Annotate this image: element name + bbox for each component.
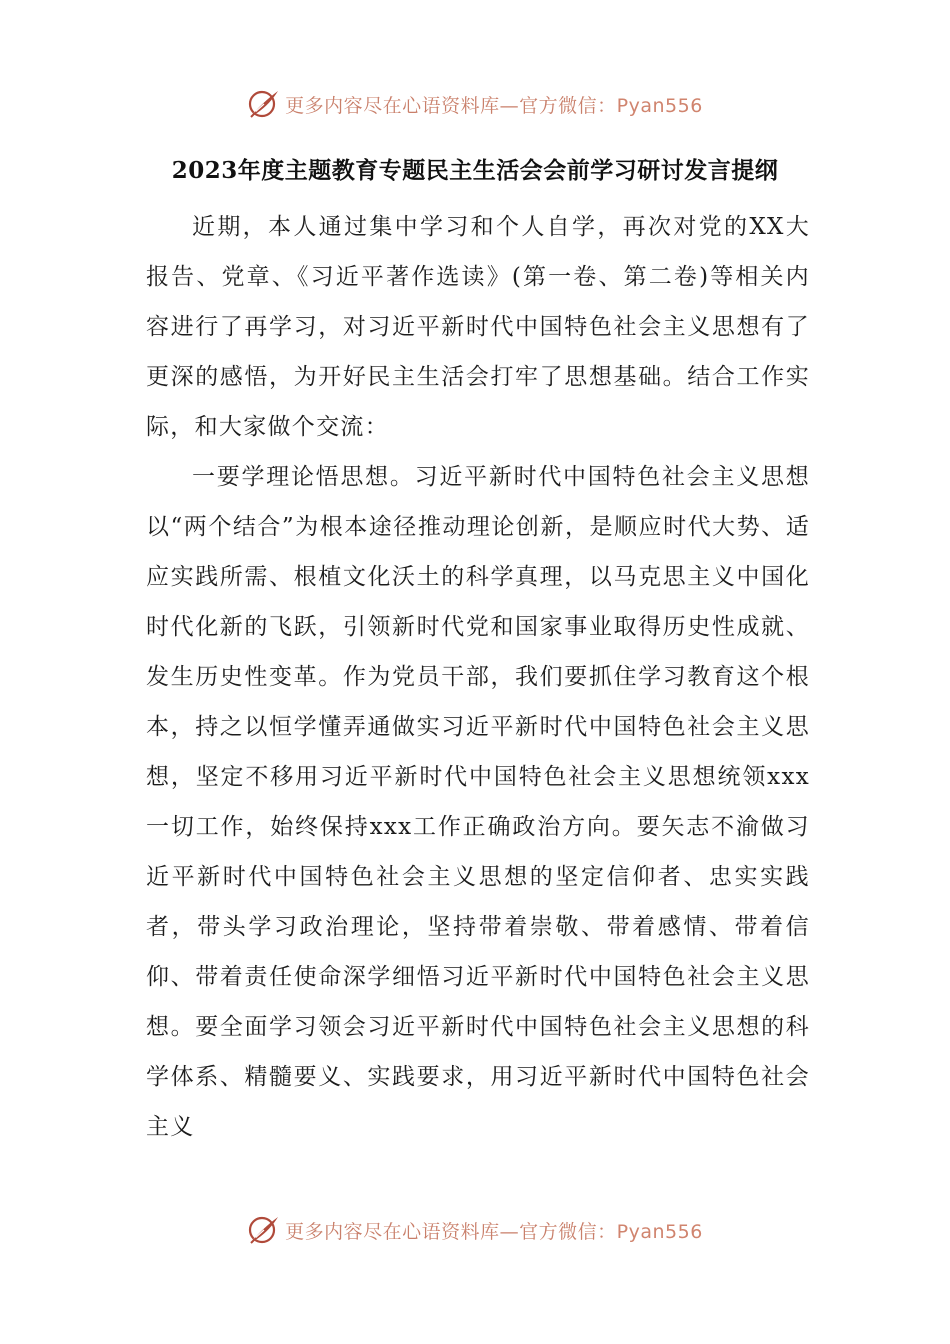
paragraph-intro: 近期，本人通过集中学习和个人自学，再次对党的XX大报告、党章、《习近平著作选读》(第一卷、第二卷)等相关内容进行了再学习，对习近平新时代中国特色社会主义思想有了更深的感悟，为开好民主生活会打牢了思想基础。结合工作实际，和大家做个交流：	[146, 214, 810, 440]
document-body	[146, 202, 810, 1152]
paragraph-section-1: 一要学理论悟思想。习近平新时代中国特色社会主义思想以“两个结合”为根本途径推动理论创新，是顺应时代大势、适应实践所需、根植文化沃土的科学真理，以马克思主义中国化时代化新的飞跃，引领新时代党和国家事业取得历史性成就、发生历史性变革。作为党员干部，我们要抓住学习教育这个根本，持之以恒学懂弄通做实习近平新时代中国特色社会主义思想，坚定不移用习近平新时代中国特色社会主义思想统领xxx一切工作，始终保持xxx工作正确政治方向。要矢志不渝做习近平新时代中国特色社会主义思想的坚定信仰者、忠实实践者，带头学习政治理论，坚持带着崇敬、带着感情、带着信仰、带着责任使命深学细悟习近平新时代中国特色社会主义思想。要全面学习领会习近平新时代中国特色社会主义思想的科学体系、精髓要义、实践要求，用习近平新时代中国特色社会主义	[146, 464, 810, 1140]
watermark-wechat-id: Pyan556	[616, 94, 703, 117]
watermark-text: 更多内容尽在心语资料库—官方微信：Pyan556	[285, 1220, 703, 1243]
quill-logo-icon	[247, 87, 281, 121]
watermark-text: 更多内容尽在心语资料库—官方微信：Pyan556	[285, 94, 703, 117]
watermark-footer	[0, 1210, 950, 1250]
watermark-wechat-id: Pyan556	[616, 1220, 703, 1243]
document-title: 2023年度主题教育专题民主生活会会前学习研讨发言提纲	[171, 157, 779, 184]
quill-logo-icon	[247, 1213, 281, 1247]
watermark-header	[0, 84, 950, 124]
